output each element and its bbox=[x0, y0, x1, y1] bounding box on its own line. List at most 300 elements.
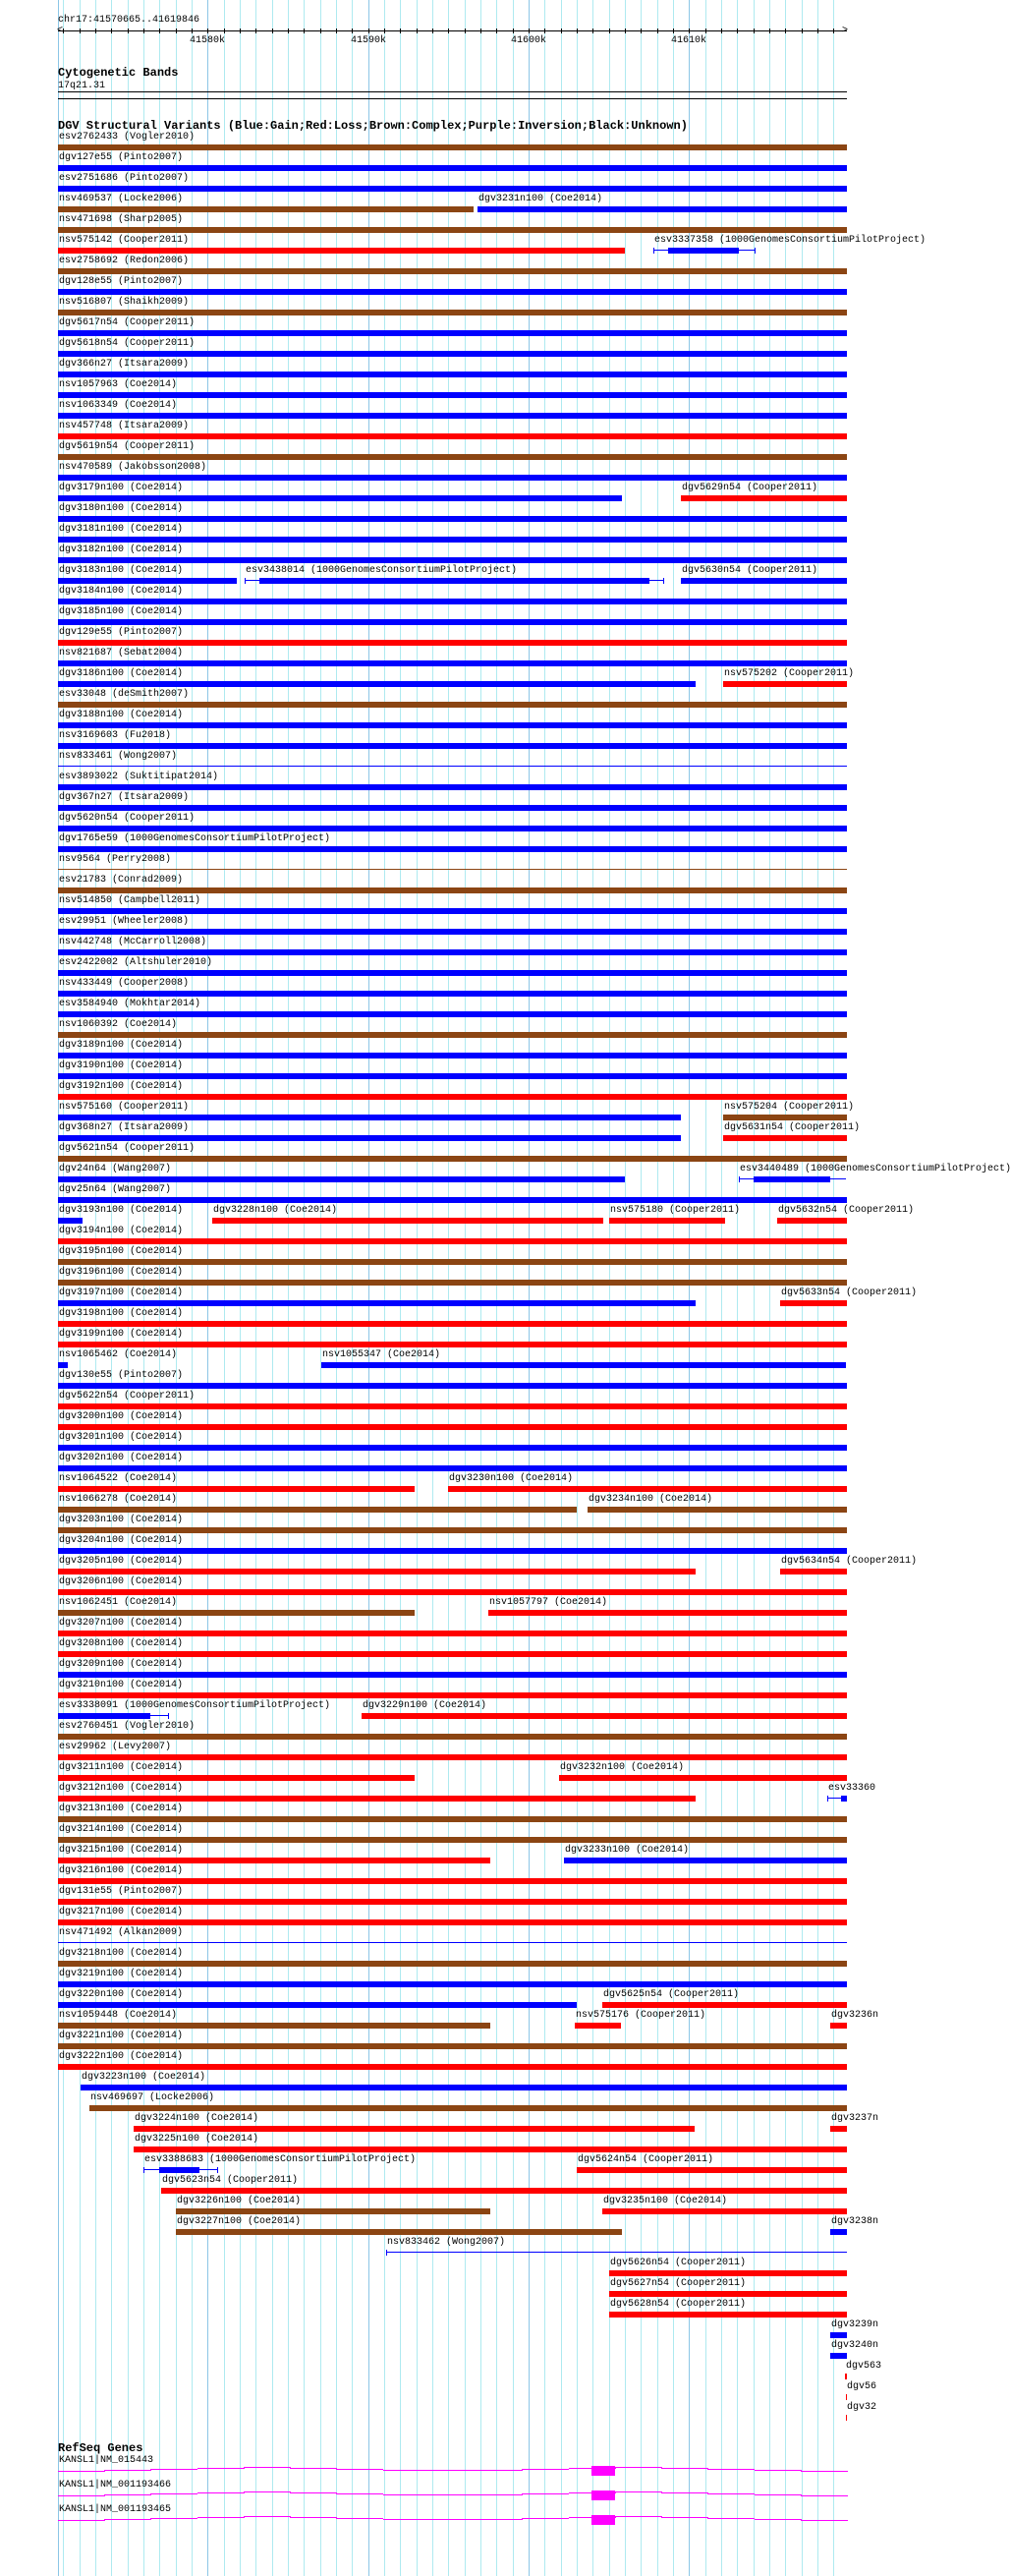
variant-line-gain[interactable] bbox=[58, 766, 847, 767]
gene-intron-line[interactable] bbox=[707, 2518, 755, 2519]
variant-line-complex[interactable] bbox=[58, 869, 847, 870]
variant-label[interactable]: dgv3229n100 (Coe2014) bbox=[363, 1700, 487, 1711]
variant-label[interactable]: dgv3234n100 (Coe2014) bbox=[589, 1494, 713, 1505]
variant-bar-loss[interactable] bbox=[846, 2394, 847, 2400]
variant-label[interactable]: dgv3193n100 (Coe2014) bbox=[59, 1205, 184, 1216]
variant-bar-gain[interactable] bbox=[830, 2229, 847, 2235]
variant-bar-gain[interactable] bbox=[58, 1981, 847, 1987]
variant-label[interactable]: nsv1060392 (Coe2014) bbox=[59, 1019, 178, 1030]
variant-bar-gain[interactable] bbox=[58, 1176, 625, 1182]
variant-label[interactable]: nsv1066278 (Coe2014) bbox=[59, 1494, 178, 1505]
variant-bar-gain[interactable] bbox=[58, 846, 847, 852]
gene-intron-line[interactable] bbox=[755, 2519, 802, 2520]
variant-bar-complex[interactable] bbox=[58, 1837, 847, 1843]
variant-label[interactable]: dgv5623n54 (Cooper2011) bbox=[162, 2175, 299, 2186]
variant-bar-gain[interactable] bbox=[58, 660, 847, 666]
variant-label[interactable]: esv21783 (Conrad2009) bbox=[59, 875, 184, 886]
variant-bar-gain[interactable] bbox=[58, 1115, 681, 1120]
gene-label[interactable]: KANSL1|NM_001193466 bbox=[59, 2480, 172, 2490]
gene-intron-line[interactable] bbox=[197, 2492, 245, 2493]
variant-bar-loss[interactable] bbox=[58, 1899, 847, 1905]
variant-label[interactable]: dgv3240n bbox=[831, 2340, 879, 2351]
gene-intron-line[interactable] bbox=[429, 2519, 477, 2520]
variant-label[interactable]: dgv5629n54 (Cooper2011) bbox=[682, 483, 818, 493]
variant-bar-gain[interactable] bbox=[58, 186, 847, 192]
variant-bar-loss[interactable] bbox=[609, 2312, 847, 2318]
variant-label[interactable]: dgv3225n100 (Coe2014) bbox=[135, 2134, 259, 2145]
variant-bar-gain[interactable] bbox=[58, 743, 847, 749]
variant-bar-complex[interactable] bbox=[58, 1961, 847, 1967]
variant-label[interactable]: dgv5620n54 (Cooper2011) bbox=[59, 813, 196, 824]
variant-label[interactable]: dgv3210n100 (Coe2014) bbox=[59, 1680, 184, 1690]
gene-intron-line[interactable] bbox=[801, 2471, 848, 2472]
variant-label[interactable]: esv3584940 (Mokhtar2014) bbox=[59, 999, 201, 1009]
variant-bar-complex[interactable] bbox=[58, 268, 847, 274]
variant-bar-complex[interactable] bbox=[58, 144, 847, 150]
variant-label[interactable]: dgv129e55 (Pinto2007) bbox=[59, 627, 184, 638]
variant-label[interactable]: dgv3205n100 (Coe2014) bbox=[59, 1556, 184, 1567]
gene-intron-line[interactable] bbox=[661, 2468, 708, 2469]
variant-label[interactable]: dgv3213n100 (Coe2014) bbox=[59, 1803, 184, 1814]
variant-bar-gain[interactable] bbox=[668, 248, 739, 254]
variant-label[interactable]: dgv3199n100 (Coe2014) bbox=[59, 1329, 184, 1340]
variant-bar-gain[interactable] bbox=[58, 1672, 847, 1678]
variant-label[interactable]: dgv5633n54 (Cooper2011) bbox=[781, 1288, 918, 1298]
variant-label[interactable]: dgv5626n54 (Cooper2011) bbox=[610, 2258, 747, 2268]
variant-bar-gain[interactable] bbox=[58, 599, 847, 604]
variant-bar-loss[interactable] bbox=[58, 1775, 415, 1781]
variant-bar-loss[interactable] bbox=[448, 1486, 847, 1492]
gene-exon[interactable] bbox=[591, 2515, 615, 2525]
variant-bar-gain[interactable] bbox=[58, 1383, 847, 1389]
variant-label[interactable]: dgv5624n54 (Cooper2011) bbox=[578, 2154, 714, 2165]
variant-bar-gain[interactable] bbox=[58, 1445, 847, 1451]
variant-label[interactable]: dgv3184n100 (Coe2014) bbox=[59, 586, 184, 597]
variant-bar-complex[interactable] bbox=[58, 1156, 847, 1162]
variant-bar-loss[interactable] bbox=[58, 1858, 490, 1863]
gene-intron-line[interactable] bbox=[755, 2470, 802, 2471]
variant-line-gain[interactable] bbox=[386, 2252, 847, 2253]
variant-label[interactable]: dgv32 bbox=[847, 2402, 877, 2413]
variant-label[interactable]: esv3438014 (1000GenomesConsortiumPilotProject) bbox=[246, 565, 518, 576]
variant-label[interactable]: dgv3197n100 (Coe2014) bbox=[59, 1288, 184, 1298]
variant-label[interactable]: dgv3209n100 (Coe2014) bbox=[59, 1659, 184, 1670]
variant-bar-gain[interactable] bbox=[58, 1197, 847, 1203]
variant-bar-gain[interactable] bbox=[58, 619, 847, 625]
variant-label[interactable]: esv2760451 (Vogler2010) bbox=[59, 1721, 196, 1732]
variant-bar-gain[interactable] bbox=[58, 495, 622, 501]
variant-label[interactable]: dgv3223n100 (Coe2014) bbox=[82, 2072, 206, 2083]
gene-intron-line[interactable] bbox=[615, 2516, 662, 2517]
variant-bar-loss[interactable] bbox=[559, 1775, 847, 1781]
variant-bar-loss[interactable] bbox=[777, 1218, 847, 1224]
variant-label[interactable]: nsv442748 (McCarroll2008) bbox=[59, 937, 207, 947]
gene-intron-line[interactable] bbox=[707, 2493, 755, 2494]
variant-bar-loss[interactable] bbox=[58, 1796, 696, 1802]
gene-intron-line[interactable] bbox=[197, 2468, 245, 2469]
variant-label[interactable]: esv2758692 (Redon2006) bbox=[59, 256, 190, 266]
variant-label[interactable]: nsv457748 (Itsara2009) bbox=[59, 421, 190, 431]
variant-bar-gain[interactable] bbox=[58, 475, 847, 481]
variant-bar-loss[interactable] bbox=[58, 1321, 847, 1327]
variant-bar-loss[interactable] bbox=[58, 1424, 847, 1430]
variant-label[interactable]: dgv3224n100 (Coe2014) bbox=[135, 2113, 259, 2124]
variant-bar-gain[interactable] bbox=[58, 1362, 68, 1368]
gene-intron-line[interactable] bbox=[244, 2467, 291, 2468]
variant-bar-gain[interactable] bbox=[58, 372, 847, 377]
gene-intron-line[interactable] bbox=[755, 2494, 802, 2495]
variant-bar-loss[interactable] bbox=[58, 1589, 847, 1595]
variant-label[interactable]: dgv3211n100 (Coe2014) bbox=[59, 1762, 184, 1773]
variant-label[interactable]: dgv5628n54 (Cooper2011) bbox=[610, 2299, 747, 2310]
variant-label[interactable]: dgv3200n100 (Coe2014) bbox=[59, 1411, 184, 1422]
gene-intron-line[interactable] bbox=[150, 2493, 197, 2494]
variant-bar-loss[interactable] bbox=[58, 1692, 847, 1698]
gene-intron-line[interactable] bbox=[58, 2520, 105, 2521]
variant-bar-loss[interactable] bbox=[681, 495, 847, 501]
gene-intron-line[interactable] bbox=[615, 2491, 662, 2492]
variant-bar-complex[interactable] bbox=[588, 1507, 847, 1513]
variant-label[interactable]: dgv3186n100 (Coe2014) bbox=[59, 668, 184, 679]
gene-intron-line[interactable] bbox=[522, 2493, 569, 2494]
gene-label[interactable]: KANSL1|NM_001193465 bbox=[59, 2504, 172, 2515]
variant-label[interactable]: dgv3230n100 (Coe2014) bbox=[449, 1473, 574, 1484]
variant-label[interactable]: dgv5618n54 (Cooper2011) bbox=[59, 338, 196, 349]
variant-bar-loss[interactable] bbox=[161, 2188, 847, 2194]
variant-label[interactable]: nsv3169603 (Fu2018) bbox=[59, 730, 172, 741]
variant-bar-loss[interactable] bbox=[845, 2374, 847, 2379]
variant-label[interactable]: dgv3207n100 (Coe2014) bbox=[59, 1618, 184, 1629]
gene-intron-line[interactable] bbox=[104, 2519, 151, 2520]
variant-label[interactable]: dgv3180n100 (Coe2014) bbox=[59, 503, 184, 514]
gene-intron-line[interactable] bbox=[383, 2494, 430, 2495]
variant-label[interactable]: dgv5622n54 (Cooper2011) bbox=[59, 1391, 196, 1402]
variant-label[interactable]: dgv5627n54 (Cooper2011) bbox=[610, 2278, 747, 2289]
variant-bar-gain[interactable] bbox=[841, 1796, 847, 1802]
variant-label[interactable]: esv33048 (deSmith2007) bbox=[59, 689, 190, 700]
variant-bar-complex[interactable] bbox=[723, 1115, 847, 1120]
variant-bar-loss[interactable] bbox=[575, 2023, 621, 2029]
variant-label[interactable]: dgv3202n100 (Coe2014) bbox=[59, 1453, 184, 1463]
variant-bar-complex[interactable] bbox=[58, 2043, 847, 2049]
gene-intron-line[interactable] bbox=[429, 2494, 477, 2495]
cytoband-label[interactable]: 17q21.31 bbox=[58, 81, 106, 91]
variant-bar-complex[interactable] bbox=[58, 1816, 847, 1822]
variant-label[interactable]: dgv3238n bbox=[831, 2216, 879, 2227]
variant-label[interactable]: dgv5621n54 (Cooper2011) bbox=[59, 1143, 196, 1154]
variant-label[interactable]: dgv5619n54 (Cooper2011) bbox=[59, 441, 196, 452]
variant-label[interactable]: dgv3204n100 (Coe2014) bbox=[59, 1535, 184, 1546]
variant-bar-gain[interactable] bbox=[58, 330, 847, 336]
variant-bar-loss[interactable] bbox=[609, 2291, 847, 2297]
variant-label[interactable]: dgv130e55 (Pinto2007) bbox=[59, 1370, 184, 1381]
variant-label[interactable]: dgv3185n100 (Coe2014) bbox=[59, 606, 184, 617]
variant-label[interactable]: nsv833461 (Wong2007) bbox=[59, 751, 178, 762]
variant-bar-loss[interactable] bbox=[58, 1094, 847, 1100]
variant-label[interactable]: nsv575142 (Cooper2011) bbox=[59, 235, 190, 246]
variant-bar-gain[interactable] bbox=[754, 1176, 830, 1182]
variant-label[interactable]: esv29951 (Wheeler2008) bbox=[59, 916, 190, 927]
variant-label[interactable]: esv3337358 (1000GenomesConsortiumPilotProject) bbox=[654, 235, 927, 246]
variant-label[interactable]: nsv471698 (Sharp2005) bbox=[59, 214, 184, 225]
variant-label[interactable]: dgv3194n100 (Coe2014) bbox=[59, 1226, 184, 1236]
variant-label[interactable]: dgv3189n100 (Coe2014) bbox=[59, 1040, 184, 1051]
variant-bar-complex[interactable] bbox=[58, 1032, 847, 1038]
variant-bar-loss[interactable] bbox=[362, 1713, 847, 1719]
variant-label[interactable]: dgv3222n100 (Coe2014) bbox=[59, 2051, 184, 2062]
variant-label[interactable]: esv2751686 (Pinto2007) bbox=[59, 173, 190, 184]
variant-line-gain[interactable] bbox=[58, 1942, 847, 1943]
variant-bar-complex[interactable] bbox=[176, 2229, 622, 2235]
variant-bar-gain[interactable] bbox=[58, 165, 847, 171]
variant-bar-complex[interactable] bbox=[58, 1527, 847, 1533]
variant-bar-gain[interactable] bbox=[58, 2002, 577, 2008]
variant-bar-gain[interactable] bbox=[321, 1362, 846, 1368]
variant-bar-complex[interactable] bbox=[58, 887, 847, 893]
variant-bar-gain[interactable] bbox=[681, 578, 847, 584]
variant-label[interactable]: nsv1062451 (Coe2014) bbox=[59, 1597, 178, 1608]
variant-label[interactable]: nsv514850 (Campbell2011) bbox=[59, 895, 201, 906]
gene-intron-line[interactable] bbox=[801, 2495, 848, 2496]
gene-intron-line[interactable] bbox=[336, 2493, 383, 2494]
variant-bar-complex[interactable] bbox=[58, 1610, 415, 1616]
variant-bar-loss[interactable] bbox=[58, 1569, 696, 1574]
variant-label[interactable]: dgv5630n54 (Cooper2011) bbox=[682, 565, 818, 576]
gene-intron-line[interactable] bbox=[244, 2516, 291, 2517]
variant-label[interactable]: esv3338091 (1000GenomesConsortiumPilotProject) bbox=[59, 1700, 331, 1711]
variant-bar-gain[interactable] bbox=[58, 991, 847, 997]
variant-bar-loss[interactable] bbox=[58, 1878, 847, 1884]
variant-bar-loss[interactable] bbox=[830, 2023, 847, 2029]
variant-label[interactable]: dgv5617n54 (Cooper2011) bbox=[59, 317, 196, 328]
variant-label[interactable]: dgv3190n100 (Coe2014) bbox=[59, 1060, 184, 1071]
variant-bar-gain[interactable] bbox=[58, 413, 847, 419]
gene-intron-line[interactable] bbox=[336, 2518, 383, 2519]
variant-bar-gain[interactable] bbox=[58, 289, 847, 295]
variant-bar-loss[interactable] bbox=[723, 1135, 847, 1141]
variant-bar-gain[interactable] bbox=[58, 578, 237, 584]
gene-intron-line[interactable] bbox=[522, 2469, 569, 2470]
variant-bar-gain[interactable] bbox=[477, 206, 847, 212]
variant-label[interactable]: dgv3188n100 (Coe2014) bbox=[59, 710, 184, 720]
variant-label[interactable]: nsv1057797 (Coe2014) bbox=[489, 1597, 608, 1608]
variant-label[interactable]: dgv366n27 (Itsara2009) bbox=[59, 359, 190, 370]
variant-label[interactable]: dgv3237n bbox=[831, 2113, 879, 2124]
variant-bar-complex[interactable] bbox=[58, 227, 847, 233]
variant-label[interactable]: dgv3220n100 (Coe2014) bbox=[59, 1989, 184, 2000]
variant-label[interactable]: dgv3226n100 (Coe2014) bbox=[177, 2196, 302, 2206]
gene-intron-line[interactable] bbox=[429, 2470, 477, 2471]
gene-intron-line[interactable] bbox=[104, 2470, 151, 2471]
variant-bar-gain[interactable] bbox=[58, 537, 847, 543]
variant-label[interactable]: dgv3201n100 (Coe2014) bbox=[59, 1432, 184, 1443]
variant-bar-loss[interactable] bbox=[134, 2126, 695, 2132]
variant-bar-loss[interactable] bbox=[58, 433, 847, 439]
variant-bar-loss[interactable] bbox=[577, 2167, 847, 2173]
variant-bar-gain[interactable] bbox=[58, 784, 847, 790]
gene-intron-line[interactable] bbox=[336, 2469, 383, 2470]
variant-bar-gain[interactable] bbox=[58, 1548, 847, 1554]
variant-label[interactable]: nsv575180 (Cooper2011) bbox=[610, 1205, 741, 1216]
variant-label[interactable]: dgv3206n100 (Coe2014) bbox=[59, 1576, 184, 1587]
variant-label[interactable]: dgv3212n100 (Coe2014) bbox=[59, 1783, 184, 1794]
gene-intron-line[interactable] bbox=[476, 2470, 523, 2471]
variant-label[interactable]: nsv1055347 (Coe2014) bbox=[322, 1349, 441, 1360]
variant-label[interactable]: dgv3221n100 (Coe2014) bbox=[59, 2031, 184, 2041]
variant-bar-loss[interactable] bbox=[780, 1569, 847, 1574]
variant-bar-complex[interactable] bbox=[58, 1734, 847, 1740]
variant-bar-loss[interactable] bbox=[846, 2415, 847, 2421]
variant-label[interactable]: dgv3203n100 (Coe2014) bbox=[59, 1515, 184, 1525]
variant-label[interactable]: dgv3214n100 (Coe2014) bbox=[59, 1824, 184, 1835]
variant-bar-gain[interactable] bbox=[58, 557, 847, 563]
variant-bar-gain[interactable] bbox=[58, 681, 696, 687]
variant-bar-loss[interactable] bbox=[58, 640, 847, 646]
variant-label[interactable]: dgv3219n100 (Coe2014) bbox=[59, 1969, 184, 1979]
variant-label[interactable]: dgv563 bbox=[846, 2361, 882, 2372]
variant-label[interactable]: dgv367n27 (Itsara2009) bbox=[59, 792, 190, 803]
variant-bar-complex[interactable] bbox=[58, 1280, 847, 1286]
variant-bar-loss[interactable] bbox=[58, 1403, 847, 1409]
variant-bar-loss[interactable] bbox=[609, 2270, 847, 2276]
variant-bar-gain[interactable] bbox=[58, 805, 847, 811]
gene-exon[interactable] bbox=[591, 2490, 615, 2500]
variant-bar-complex[interactable] bbox=[176, 2208, 490, 2214]
variant-bar-gain[interactable] bbox=[259, 578, 649, 584]
variant-label[interactable]: dgv3195n100 (Coe2014) bbox=[59, 1246, 184, 1257]
variant-label[interactable]: nsv471492 (Alkan2009) bbox=[59, 1927, 184, 1938]
variant-label[interactable]: dgv127e55 (Pinto2007) bbox=[59, 152, 184, 163]
variant-label[interactable]: esv29962 (Levy2007) bbox=[59, 1742, 172, 1752]
variant-label[interactable]: dgv3233n100 (Coe2014) bbox=[565, 1845, 690, 1856]
variant-bar-complex[interactable] bbox=[58, 1507, 577, 1513]
variant-label[interactable]: dgv3181n100 (Coe2014) bbox=[59, 524, 184, 535]
variant-label[interactable]: dgv3216n100 (Coe2014) bbox=[59, 1865, 184, 1876]
variant-label[interactable]: esv2762433 (Vogler2010) bbox=[59, 132, 196, 143]
variant-bar-loss[interactable] bbox=[58, 2064, 847, 2070]
variant-label[interactable]: nsv470589 (Jakobsson2008) bbox=[59, 462, 207, 473]
variant-label[interactable]: nsv1057963 (Coe2014) bbox=[59, 379, 178, 390]
variant-label[interactable]: nsv575202 (Cooper2011) bbox=[724, 668, 855, 679]
gene-intron-line[interactable] bbox=[58, 2495, 105, 2496]
variant-bar-gain[interactable] bbox=[58, 722, 847, 728]
gene-intron-line[interactable] bbox=[522, 2518, 569, 2519]
variant-label[interactable]: nsv1064522 (Coe2014) bbox=[59, 1473, 178, 1484]
variant-label[interactable]: esv3388683 (1000GenomesConsortiumPilotProject) bbox=[144, 2154, 417, 2165]
gene-exon[interactable] bbox=[591, 2466, 615, 2476]
variant-bar-complex[interactable] bbox=[58, 2023, 490, 2029]
variant-bar-complex[interactable] bbox=[58, 454, 847, 460]
variant-label[interactable]: dgv3183n100 (Coe2014) bbox=[59, 565, 184, 576]
variant-label[interactable]: dgv5632n54 (Cooper2011) bbox=[778, 1205, 915, 1216]
variant-label[interactable]: dgv3196n100 (Coe2014) bbox=[59, 1267, 184, 1278]
variant-bar-complex[interactable] bbox=[58, 702, 847, 708]
variant-label[interactable]: dgv56 bbox=[847, 2381, 877, 2392]
variant-label[interactable]: dgv25n64 (Wang2007) bbox=[59, 1184, 172, 1195]
variant-label[interactable]: dgv24n64 (Wang2007) bbox=[59, 1164, 172, 1174]
variant-bar-gain[interactable] bbox=[58, 516, 847, 522]
gene-intron-line[interactable] bbox=[197, 2517, 245, 2518]
gene-label[interactable]: KANSL1|NM_015443 bbox=[59, 2455, 154, 2466]
variant-bar-gain[interactable] bbox=[58, 1300, 696, 1306]
gene-intron-line[interactable] bbox=[58, 2471, 105, 2472]
variant-bar-loss[interactable] bbox=[609, 1218, 725, 1224]
variant-label[interactable]: dgv3208n100 (Coe2014) bbox=[59, 1638, 184, 1649]
variant-label[interactable]: dgv131e55 (Pinto2007) bbox=[59, 1886, 184, 1897]
variant-bar-complex[interactable] bbox=[89, 2105, 847, 2111]
variant-label[interactable]: dgv1765e59 (1000GenomesConsortiumPilotProject) bbox=[59, 833, 331, 844]
variant-bar-gain[interactable] bbox=[58, 1053, 847, 1059]
variant-bar-loss[interactable] bbox=[58, 1486, 415, 1492]
gene-intron-line[interactable] bbox=[476, 2494, 523, 2495]
variant-bar-loss[interactable] bbox=[58, 1754, 847, 1760]
variant-bar-gain[interactable] bbox=[58, 1135, 681, 1141]
variant-label[interactable]: esv2422002 (Altshuler2010) bbox=[59, 957, 213, 968]
gene-intron-line[interactable] bbox=[615, 2467, 662, 2468]
variant-label[interactable]: nsv575176 (Cooper2011) bbox=[576, 2010, 706, 2021]
variant-bar-loss[interactable] bbox=[830, 2126, 847, 2132]
variant-bar-complex[interactable] bbox=[58, 206, 474, 212]
variant-bar-gain[interactable] bbox=[58, 392, 847, 398]
variant-bar-loss[interactable] bbox=[58, 1238, 847, 1244]
variant-bar-loss[interactable] bbox=[134, 2147, 847, 2152]
variant-label[interactable]: dgv368n27 (Itsara2009) bbox=[59, 1122, 190, 1133]
variant-bar-gain[interactable] bbox=[58, 1465, 847, 1471]
variant-bar-loss[interactable] bbox=[602, 2002, 847, 2008]
variant-label[interactable]: dgv3218n100 (Coe2014) bbox=[59, 1948, 184, 1959]
variant-bar-gain[interactable] bbox=[58, 1073, 847, 1079]
variant-label[interactable]: nsv433449 (Cooper2008) bbox=[59, 978, 190, 989]
variant-label[interactable]: dgv128e55 (Pinto2007) bbox=[59, 276, 184, 287]
variant-label[interactable]: dgv5634n54 (Cooper2011) bbox=[781, 1556, 918, 1567]
gene-intron-line[interactable] bbox=[290, 2517, 337, 2518]
variant-label[interactable]: dgv3227n100 (Coe2014) bbox=[177, 2216, 302, 2227]
gene-intron-line[interactable] bbox=[707, 2469, 755, 2470]
variant-label[interactable]: dgv3232n100 (Coe2014) bbox=[560, 1762, 685, 1773]
variant-bar-complex[interactable] bbox=[58, 1259, 847, 1265]
gene-intron-line[interactable] bbox=[290, 2492, 337, 2493]
variant-label[interactable]: dgv3231n100 (Coe2014) bbox=[478, 194, 603, 204]
variant-bar-gain[interactable] bbox=[58, 908, 847, 914]
variant-label[interactable]: dgv3179n100 (Coe2014) bbox=[59, 483, 184, 493]
variant-label[interactable]: nsv833462 (Wong2007) bbox=[387, 2237, 506, 2248]
variant-label[interactable]: nsv575204 (Cooper2011) bbox=[724, 1102, 855, 1113]
variant-bar-loss[interactable] bbox=[58, 1631, 847, 1636]
gene-intron-line[interactable] bbox=[244, 2491, 291, 2492]
variant-label[interactable]: dgv3192n100 (Coe2014) bbox=[59, 1081, 184, 1092]
variant-label[interactable]: dgv3236n bbox=[831, 2010, 879, 2021]
variant-label[interactable]: dgv5625n54 (Cooper2011) bbox=[603, 1989, 740, 2000]
variant-label[interactable]: dgv3228n100 (Coe2014) bbox=[213, 1205, 338, 1216]
variant-label[interactable]: dgv3217n100 (Coe2014) bbox=[59, 1907, 184, 1918]
gene-intron-line[interactable] bbox=[476, 2519, 523, 2520]
gene-intron-line[interactable] bbox=[290, 2468, 337, 2469]
variant-bar-gain[interactable] bbox=[58, 970, 847, 976]
variant-label[interactable]: nsv1059448 (Coe2014) bbox=[59, 2010, 178, 2021]
variant-bar-loss[interactable] bbox=[723, 681, 847, 687]
variant-label[interactable]: dgv3235n100 (Coe2014) bbox=[603, 2196, 728, 2206]
variant-label[interactable]: dgv3182n100 (Coe2014) bbox=[59, 544, 184, 555]
variant-bar-gain[interactable] bbox=[830, 2353, 847, 2359]
variant-bar-loss[interactable] bbox=[58, 1342, 847, 1347]
variant-bar-loss[interactable] bbox=[488, 1610, 847, 1616]
variant-label[interactable]: dgv3215n100 (Coe2014) bbox=[59, 1845, 184, 1856]
variant-bar-gain[interactable] bbox=[81, 2085, 847, 2090]
variant-label[interactable]: nsv1063349 (Coe2014) bbox=[59, 400, 178, 411]
variant-label[interactable]: nsv575160 (Cooper2011) bbox=[59, 1102, 190, 1113]
variant-label[interactable]: esv3440489 (1000GenomesConsortiumPilotProject) bbox=[740, 1164, 1011, 1174]
variant-bar-complex[interactable] bbox=[58, 310, 847, 315]
